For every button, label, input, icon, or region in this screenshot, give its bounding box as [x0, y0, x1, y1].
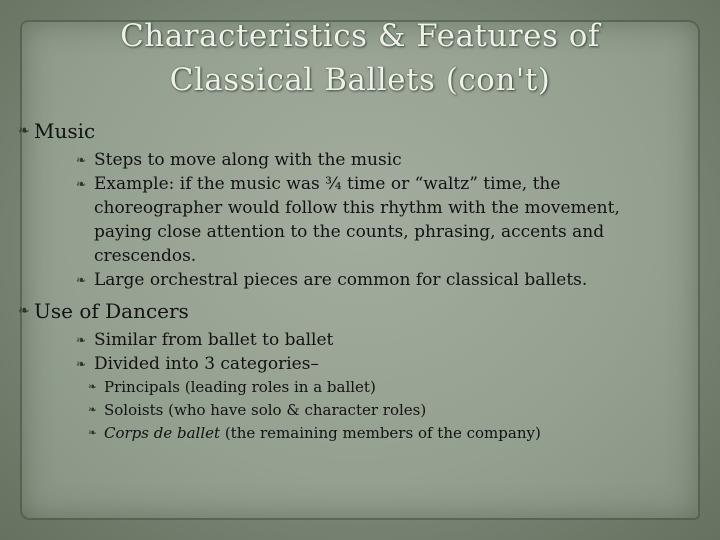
list-item — [36, 328, 698, 352]
section-heading-dancers — [18, 298, 698, 324]
list-item-text: Divided into 3 categories– — [94, 354, 319, 374]
sub-list-item — [18, 376, 698, 399]
list-item-text: Large orchestral pieces are common for classical ballets. — [94, 270, 588, 290]
title-line-1: Characteristics & Features of — [120, 18, 600, 54]
section-heading-text: Music — [34, 119, 96, 143]
list-item — [36, 148, 698, 172]
bullet-icon: ❧ — [18, 123, 30, 139]
bullet-icon: ❧ — [76, 357, 86, 371]
bullet-icon: ❧ — [76, 177, 86, 191]
bullet-icon: ❧ — [76, 333, 86, 347]
sub-list-item-text: Principals (leading roles in a ballet) — [104, 378, 376, 396]
section-heading-text: Use of Dancers — [34, 299, 189, 323]
sub-list-item-text: Soloists (who have solo & character roles) — [104, 401, 427, 419]
section-heading-music — [18, 118, 698, 144]
bullet-icon: ❧ — [76, 273, 86, 287]
list-item — [36, 268, 698, 292]
sub-list-item — [18, 399, 698, 422]
bullet-icon: ❧ — [88, 404, 97, 416]
slide-content — [18, 118, 698, 445]
list-item — [36, 352, 698, 376]
bullet-icon: ❧ — [88, 427, 97, 439]
bullet-icon: ❧ — [18, 303, 30, 319]
bullet-icon: ❧ — [76, 153, 86, 167]
list-item — [36, 172, 654, 268]
list-item-text: Steps to move along with the music — [94, 150, 402, 170]
bullet-icon: ❧ — [88, 381, 97, 393]
list-item-text: Similar from ballet to ballet — [94, 330, 334, 350]
list-item-text: Example: if the music was ¾ time or “waltz” time, the choreographer would follow this rhythm with the movement, paying close attention to the counts, phrasing, accents and crescendos. — [94, 174, 620, 266]
sub-list-item-text: (the remaining members of the company) — [220, 424, 541, 442]
corps-de-ballet-text: Corps de ballet — [104, 424, 221, 442]
title-line-2: Classical Ballets (con't) — [169, 62, 551, 98]
sub-list-item — [18, 422, 698, 445]
slide-title — [40, 14, 680, 102]
